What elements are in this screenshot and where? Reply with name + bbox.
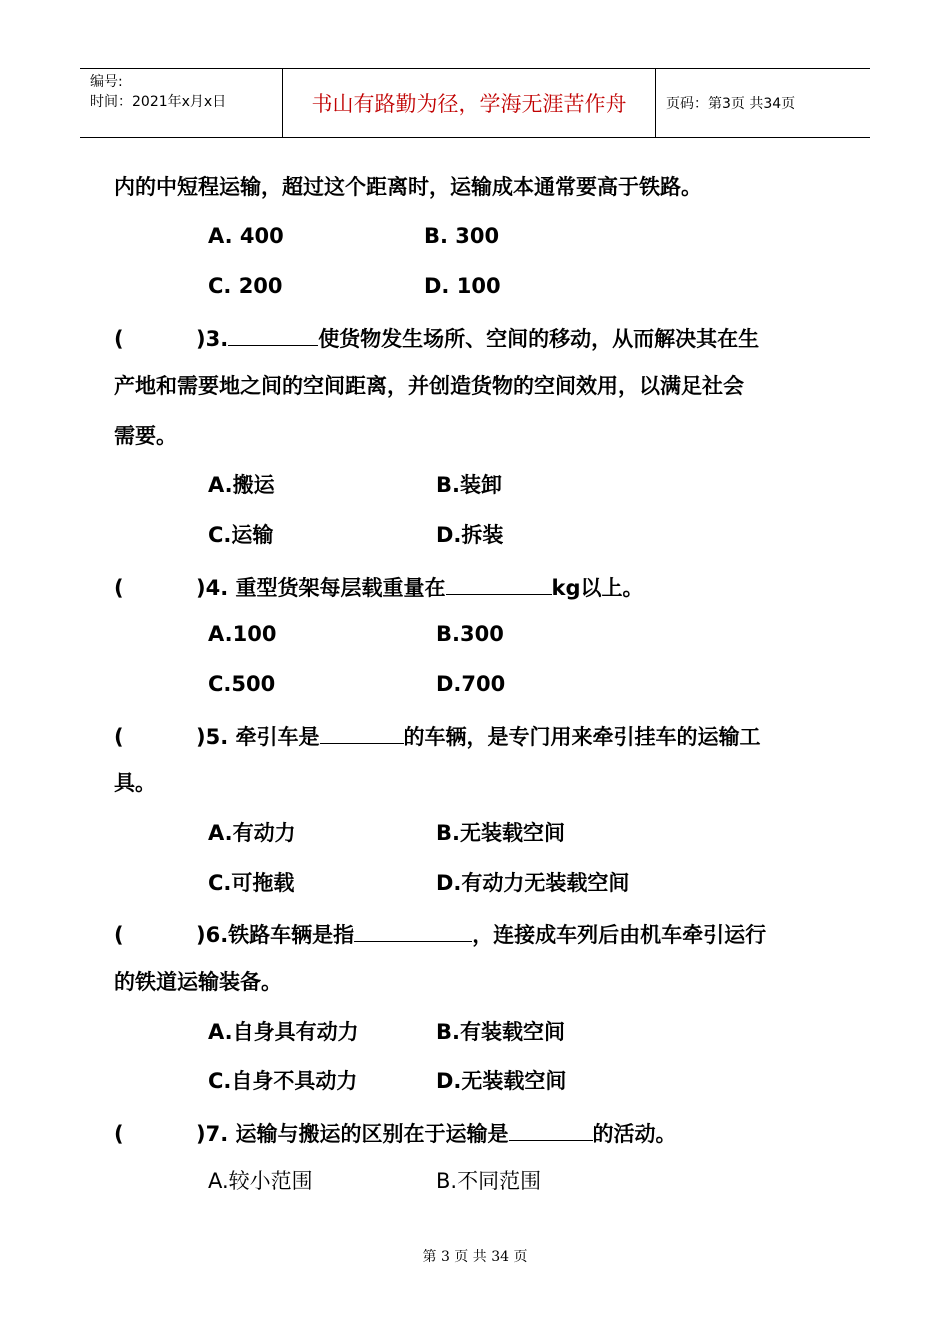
q3-blank <box>228 321 318 346</box>
q4-option-d: D.700 <box>436 672 506 696</box>
q5-option-d: D.有动力无装载空间 <box>436 871 630 895</box>
q7-line-1-text: 的活动。 <box>592 1122 677 1146</box>
q3-option-a: A.搬运 <box>208 473 275 497</box>
q3-line-1-text: 使货物发生场所、空间的移动，从而解决其在生 <box>318 327 760 351</box>
q6-paren: ( <box>114 923 124 947</box>
q4-line-1 <box>114 570 644 603</box>
q7-option-b: B.不同范围 <box>436 1169 542 1193</box>
q2-option-c: C. 200 <box>208 274 283 298</box>
page-footer: 第 3 页 共 34 页 <box>422 1249 528 1265</box>
q4-number: )4. 重型货架每层载重量在 <box>196 576 446 600</box>
q2-tail: 内的中短程运输，超过这个距离时，运输成本通常要高于铁路。 <box>114 175 702 199</box>
q6-line-1-text: ，连接成车列后由机车牵引运行 <box>472 923 767 947</box>
q5-blank <box>320 719 404 744</box>
q6-option-d: D.无装载空间 <box>436 1069 567 1093</box>
q7-paren: ( <box>114 1122 124 1146</box>
q4-blank <box>446 570 552 595</box>
q4-option-a: A.100 <box>208 622 277 646</box>
q7-blank <box>509 1116 593 1141</box>
time-label: 时间：2021年x月x日 <box>90 94 227 110</box>
header-motto: 书山有路勤为径，学海无涯苦作舟 <box>282 69 656 137</box>
q3-line-1 <box>114 321 759 354</box>
q2-option-a: A. 400 <box>208 224 284 248</box>
q6-blank <box>354 917 472 942</box>
q3-paren: ( <box>114 327 124 351</box>
q3-option-b: B.装卸 <box>436 473 502 497</box>
header-meta <box>80 69 282 137</box>
q7-line-1 <box>114 1116 677 1149</box>
q3-line-2: 产地和需要地之间的空间距离，并创造货物的空间效用，以满足社会 <box>114 374 744 398</box>
q2-option-d: D. 100 <box>424 274 501 298</box>
q5-line-1 <box>114 719 761 752</box>
q3-option-c: C.运输 <box>208 523 274 547</box>
q5-line-2: 具。 <box>114 771 156 795</box>
q4-option-c: C.500 <box>208 672 276 696</box>
q6-line-1 <box>114 917 766 950</box>
q3-number: )3. <box>196 327 229 351</box>
q5-option-a: A.有动力 <box>208 821 296 845</box>
q4-paren: ( <box>114 576 124 600</box>
q4-line-1-text: kg以上。 <box>551 576 644 600</box>
q5-line-1-text: 的车辆，是专门用来牵引挂车的运输工 <box>403 725 761 749</box>
q4-option-b: B.300 <box>436 622 504 646</box>
q6-line-2: 的铁道运输装备。 <box>114 970 282 994</box>
q6-option-a: A.自身具有动力 <box>208 1020 359 1044</box>
page-header <box>80 68 870 138</box>
number-label: 编号: <box>90 74 123 90</box>
q6-number: )6.铁路车辆是指 <box>196 923 355 947</box>
q3-option-d: D.拆装 <box>436 523 504 547</box>
q5-option-c: C.可拖载 <box>208 871 295 895</box>
q2-option-b: B. 300 <box>424 224 500 248</box>
q5-option-b: B.无装载空间 <box>436 821 565 845</box>
q5-paren: ( <box>114 725 124 749</box>
q7-number: )7. 运输与搬运的区别在于运输是 <box>196 1122 509 1146</box>
q7-option-a: A.较小范围 <box>208 1169 313 1193</box>
header-page-info: 页码：第3页 共34页 <box>666 96 796 112</box>
q5-number: )5. 牵引车是 <box>196 725 320 749</box>
q3-line-3: 需要。 <box>114 424 177 448</box>
q6-option-b: B.有装载空间 <box>436 1020 565 1044</box>
q6-option-c: C.自身不具动力 <box>208 1069 358 1093</box>
